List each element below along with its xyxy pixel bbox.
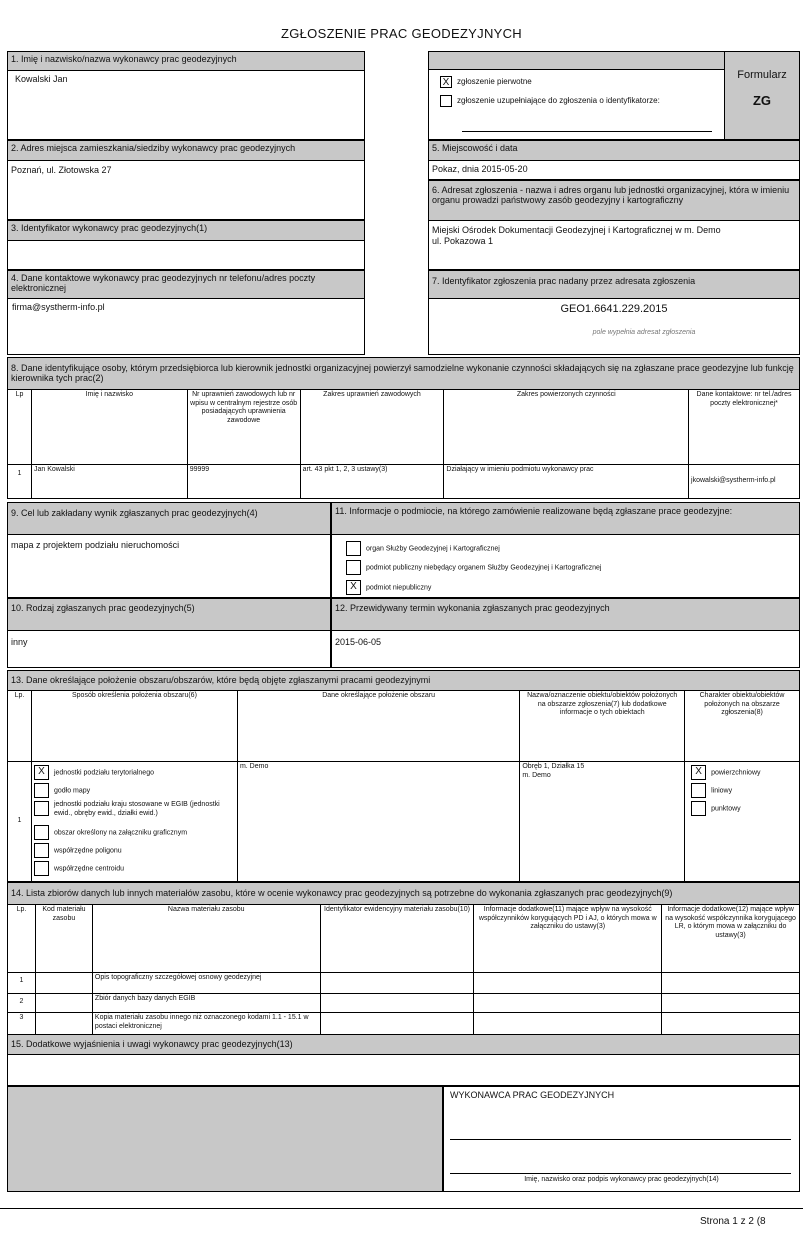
checkbox-podmiot-publiczny[interactable] <box>346 560 361 575</box>
s4-label: 4. Dane kontaktowe wykonawcy prac geodezyjnych nr telefonu/adres poczty elektronicznej <box>7 270 365 298</box>
s7-field[interactable] <box>428 298 800 355</box>
s13-method-1[interactable]: X jednostki podziału terytorialnego <box>34 765 235 783</box>
s13-col-character: Charakter obiektu/obiektów położonych na obszarze zgłoszenia(8) <box>685 691 800 762</box>
s6-line1: Miejski Ośrodek Dokumentacji Geodezyjnej i Kartograficznej w m. Demo <box>432 225 721 235</box>
s13-objects-line1: Obręb 1, Działka 15 <box>522 763 585 770</box>
form-code-box <box>724 51 800 140</box>
s10-value: inny <box>11 637 28 647</box>
checkbox-podmiot-niepubliczny[interactable]: X <box>346 580 361 595</box>
s13-character <box>685 762 800 882</box>
s8-row-licence: 99999 <box>187 465 300 499</box>
s14-col-name: Nazwa materiału zasobu <box>92 905 320 973</box>
s15-field[interactable] <box>7 1054 800 1086</box>
s13-objects-line2: m. Demo <box>522 771 551 779</box>
s13-col-lp: Lp. <box>8 691 32 762</box>
zgloszenie-header <box>428 51 725 70</box>
s13-method-6[interactable]: współrzędne centroidu <box>34 861 235 877</box>
checkbox-organ-sgik[interactable] <box>346 541 361 556</box>
s1-field[interactable] <box>7 70 365 140</box>
s14-label: 14. Lista zbiorów danych lub innych materiałów zasobu, które w ocenie wykonawcy prac geodezyjnych są potrzebne do wykonania zgłaszanych prac geodezyjnych(9) <box>7 882 800 904</box>
s13-row-lp: 1 <box>8 762 32 882</box>
s10-field[interactable] <box>7 630 331 668</box>
s8-col-name: Imię i nazwisko <box>31 390 187 465</box>
checkbox-method-6[interactable] <box>34 861 49 876</box>
s8-col-contact: Dane kontaktowe: nr tel./adres poczty elektronicznej* <box>689 390 800 465</box>
table-row[interactable]: 2 Zbiór danych bazy danych EGIB <box>8 994 800 1013</box>
footer-divider <box>0 1208 803 1209</box>
s8-label: 8. Dane identyfikujące osoby, którym przedsiębiorca lub kierownik jednostki organizacyjnej powierzył samodzielne wykonanie czynności składających się na zgłaszane prace geodezyjne lub funkcję kierownika tych prac(2) <box>7 357 800 389</box>
s8-row-lp: 1 <box>8 465 32 499</box>
signature-caption: Imię, nazwisko oraz podpis wykonawcy prac geodezyjnych(14) <box>524 1176 719 1183</box>
table-row[interactable]: 3 Kopia materiału zasobu innego niż oznaczonego kodami 1.1 - 15.1 w postaci elektronicznej <box>8 1013 800 1035</box>
checkbox-method-2[interactable] <box>34 783 49 798</box>
page-title: ZGŁOSZENIE PRAC GEODEZYJNYCH <box>281 26 522 41</box>
s11-opt1[interactable]: organ Służby Geodezyjnej i Kartograficznej <box>346 541 500 556</box>
s8-col-lp: Lp <box>8 390 32 465</box>
s3-label: 3. Identyfikator wykonawcy prac geodezyjnych(1) <box>7 220 365 240</box>
s14-table <box>7 904 800 1035</box>
s2-value: Poznań, ul. Złotowska 27 <box>11 165 112 175</box>
s8-row-name: Jan Kowalski <box>31 465 187 499</box>
s8-row-contact: jkowalski@systherm-info.pl <box>689 465 800 499</box>
s13-col-objects: Nazwa/oznaczenie obiektu/obiektów położonych na obszarze zgłoszenia(7) lub dodatkowe informacje o tych obiektach <box>520 691 685 762</box>
s6-field[interactable] <box>428 220 800 270</box>
signature-line-1 <box>450 1139 791 1140</box>
s13-char-2[interactable]: liniowy <box>691 783 793 801</box>
checkbox-method-1[interactable]: X <box>34 765 49 780</box>
s12-field[interactable] <box>331 630 800 668</box>
checkbox-zgl-pierwotne[interactable]: X <box>440 76 452 88</box>
checkbox-char-3[interactable] <box>691 801 706 816</box>
s13-label: 13. Dane określające położenie obszaru/obszarów, które będą objęte zgłaszanymi pracami geodezyjnymi <box>7 670 800 690</box>
signature-line-2 <box>450 1173 791 1174</box>
s7-value: GEO1.6641.229.2015 <box>560 303 668 315</box>
s11-opt2[interactable]: podmiot publiczny niebędący organem Służby Geodezyjnej i Kartograficznej <box>346 560 601 575</box>
checkbox-zgl-uzupelniajace[interactable] <box>440 95 452 107</box>
s14-col-info-pd: Informacje dodatkowe(11) mające wpływ na wysokość współczynników korygujących PD i AJ, o których mowa w załączniku do ustawy(3) <box>474 905 662 973</box>
checkbox-method-4[interactable] <box>34 825 49 840</box>
s13-col-location: Dane określające położenie obszaru <box>237 691 519 762</box>
s9-label: 9. Cel lub zakładany wynik zgłaszanych prac geodezyjnych(4) <box>7 502 331 534</box>
s13-location[interactable]: m. Demo <box>237 762 519 882</box>
s13-col-method: Sposób określenia położenia obszaru(6) <box>31 691 237 762</box>
s13-method-2[interactable]: godło mapy <box>34 783 235 801</box>
checkbox-char-1[interactable]: X <box>691 765 706 780</box>
s13-methods <box>31 762 237 882</box>
s8-row-tasks: Działający w imieniu podmiotu wykonawcy prac <box>444 465 689 499</box>
s13-method-4[interactable]: obszar określony na załączniku graficznym <box>34 825 235 843</box>
s2-label: 2. Adres miejsca zamieszkania/siedziby wykonawcy prac geodezyjnych <box>7 140 365 160</box>
s4-field[interactable] <box>7 298 365 355</box>
zgl-opt2[interactable]: zgłoszenie uzupełniające do zgłoszenia o identyfikatorze: <box>440 95 725 107</box>
checkbox-method-5[interactable] <box>34 843 49 858</box>
s1-label: 1. Imię i nazwisko/nazwa wykonawcy prac geodezyjnych <box>7 51 365 70</box>
s15-label: 15. Dodatkowe wyjaśnienia i uwagi wykonawcy prac geodezyjnych(13) <box>7 1034 800 1054</box>
zgl-id-line <box>462 131 712 132</box>
s14-col-id: Identyfikator ewidencyjny materiału zasobu(10) <box>320 905 474 973</box>
s5-label: 5. Miejscowość i data <box>428 140 800 160</box>
s3-field[interactable] <box>7 240 365 270</box>
s4-value: firma@systherm-info.pl <box>12 302 105 312</box>
s13-objects[interactable] <box>520 762 685 882</box>
s8-col-scope: Zakres uprawnień zawodowych <box>300 390 444 465</box>
zgl-opt1[interactable]: X zgłoszenie pierwotne <box>440 76 720 88</box>
s5-value: Pokaz, dnia 2015-05-20 <box>432 164 528 174</box>
s5-field[interactable] <box>428 160 800 180</box>
s11-opt3[interactable]: X podmiot niepubliczny <box>346 580 431 595</box>
s7-note: pole wypełnia adresat zgłoszenia <box>592 329 696 336</box>
s8-col-licence: Nr uprawnień zawodowych lub nr wpisu w centralnym rejestrze osób posiadających uprawnienia zawodowe <box>187 390 300 465</box>
page-number: Strona 1 z 2 (8 <box>700 1216 766 1227</box>
signature-box[interactable] <box>443 1086 800 1192</box>
s14-col-lp: Lp. <box>8 905 36 973</box>
s14-col-info-lr: Informacje dodatkowe(12) mające wpływ na wysokość współczynnika korygującego LR, o którym mowa w załączniku do ustawy(3) <box>662 905 800 973</box>
s7-label: 7. Identyfikator zgłoszenia prac nadany przez adresata zgłoszenia <box>428 270 800 298</box>
s14-col-code: Kod materiału zasobu <box>35 905 92 973</box>
s9-field[interactable] <box>7 534 331 598</box>
s12-value: 2015-06-05 <box>335 637 382 647</box>
s11-label: 11. Informacje o podmiocie, na którego zamówienie realizowane będą zgłaszane prace geodezyjne: <box>331 502 800 534</box>
s13-method-5[interactable]: współrzędne poligonu <box>34 843 235 861</box>
form-code: ZG <box>752 93 772 108</box>
form-label: Formularz <box>737 69 787 81</box>
s8-row-scope: art. 43 pkt 1, 2, 3 ustawy(3) <box>300 465 444 499</box>
s8-table <box>7 389 800 499</box>
gray-area <box>7 1086 443 1192</box>
checkbox-method-3[interactable] <box>34 801 49 816</box>
s6-line2: ul. Pokazowa 1 <box>432 236 494 246</box>
table-row[interactable]: 1 Opis topograficzny szczegółowej osnowy geodezyjnej <box>8 973 800 994</box>
s13-char-1[interactable]: X powierzchniowy <box>691 765 793 783</box>
s10-label: 10. Rodzaj zgłaszanych prac geodezyjnych(5) <box>7 598 331 630</box>
signature-title: WYKONAWCA PRAC GEODEZYJNYCH <box>450 1090 615 1100</box>
table-row <box>8 762 800 882</box>
s13-method-3[interactable]: jednostki podziału kraju stosowane w EGIB (jednostki ewid., obręby ewid., działki ewid.) <box>34 801 235 825</box>
s9-value: mapa z projektem podziału nieruchomości <box>11 540 180 550</box>
s8-col-tasks: Zakres powierzonych czynności <box>444 390 689 465</box>
s2-field[interactable] <box>7 160 365 220</box>
s13-char-3[interactable]: punktowy <box>691 801 793 819</box>
s1-value: Kowalski Jan <box>15 74 68 84</box>
table-row[interactable] <box>8 465 800 499</box>
s13-table <box>7 690 800 882</box>
checkbox-char-2[interactable] <box>691 783 706 798</box>
s6-label: 6. Adresat zgłoszenia - nazwa i adres organu lub jednostki organizacyjnej, która w imieniu organu prowadzi państwowy zasób geodezyjny i kartograficzny <box>428 180 800 220</box>
s12-label: 12. Przewidywany termin wykonania zgłaszanych prac geodezyjnych <box>331 598 800 630</box>
